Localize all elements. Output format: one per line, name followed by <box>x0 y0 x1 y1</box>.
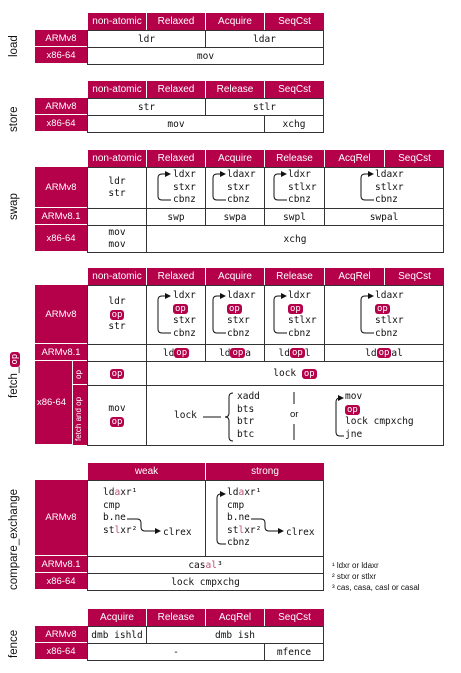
instr: cbnz <box>375 327 398 339</box>
store-armv8-stlr: stlr <box>205 98 324 116</box>
row-armv8: ARMv8 <box>35 480 87 556</box>
header-relaxed: Relaxed <box>146 81 205 98</box>
header-nonatomic: non-atomic <box>87 81 146 98</box>
instr: str <box>108 188 126 199</box>
x86-lock-prefix: lock <box>174 410 197 421</box>
instr: cbnz <box>227 327 250 339</box>
row-armv81: ARMv8.1 <box>35 208 87 225</box>
instr: cbnz <box>227 537 250 548</box>
instr: a <box>238 487 245 498</box>
instr: btc <box>237 428 255 440</box>
instr: ld <box>365 347 377 359</box>
instr: ldaxr <box>375 169 404 181</box>
x86-sublabel-op: op <box>74 370 83 379</box>
section-label-store: store <box>8 106 20 132</box>
header-nonatomic: non-atomic <box>87 150 146 167</box>
instr: ldaxr <box>227 290 256 301</box>
instr: ldr <box>108 175 126 187</box>
instr: l <box>114 524 121 536</box>
row-x86: x86-64 <box>35 643 87 660</box>
loop-arrow <box>361 296 374 333</box>
instr: xr² <box>244 524 262 536</box>
branch-arrow <box>251 519 283 531</box>
instr: a <box>114 487 121 498</box>
header-release: Release <box>264 268 324 285</box>
footnote-3: ³ cas, casa, casl or casal <box>332 583 420 592</box>
header-seqcst: SeqCst <box>264 609 324 626</box>
swap-armv81-swp: swp <box>146 208 206 226</box>
loop-arrow <box>213 174 226 200</box>
instr: bts <box>237 403 255 415</box>
instr: a <box>245 347 252 359</box>
instr: stlxr <box>288 181 317 193</box>
header-acquire: Acquire <box>205 13 264 30</box>
instr: xr¹ <box>244 487 262 498</box>
row-armv8: ARMv8 <box>35 285 87 344</box>
section-label-fence: fence <box>8 629 20 658</box>
op-tag: op <box>111 309 123 320</box>
branch-arrow <box>127 519 160 531</box>
instr: cmp <box>227 499 245 511</box>
instr: xr² <box>120 524 138 536</box>
op-tag: op <box>229 303 240 314</box>
header-relaxed: Relaxed <box>146 150 205 167</box>
op-tag: op <box>303 368 315 379</box>
instr: cbnz <box>288 327 311 339</box>
loop-arrow <box>361 174 374 200</box>
header-acqrel: AcqRel <box>205 609 264 626</box>
loop-arrow <box>158 296 171 333</box>
row-armv8: ARMv8 <box>35 626 87 643</box>
header-seqcst: SeqCst <box>384 268 444 285</box>
instr: lock cmpxchg <box>345 416 414 427</box>
instr: mov <box>108 226 126 238</box>
instr: l <box>304 347 311 359</box>
load-armv8-ldr: ldr <box>87 30 206 48</box>
header-release: Release <box>264 150 324 167</box>
store-x86-xchg: xchg <box>264 115 324 133</box>
instr: cbnz <box>173 327 196 339</box>
instr: lock <box>273 368 297 379</box>
header-relaxed: Relaxed <box>146 13 205 30</box>
header-nonatomic: non-atomic <box>87 13 146 30</box>
loop-arrow <box>158 174 171 200</box>
brace <box>225 393 233 441</box>
section-label-compare-exchange: compare_exchange <box>8 488 20 590</box>
store-x86-mov: mov <box>87 115 265 133</box>
x86-or-label: or <box>290 409 299 420</box>
instr: cas <box>188 559 206 571</box>
instr: cbnz <box>288 194 311 206</box>
instr: ldxr <box>288 169 311 181</box>
instr: stlxr <box>288 315 317 326</box>
op-tag: op <box>347 404 358 415</box>
instr: stxr <box>227 315 250 326</box>
instr: ldr <box>108 296 126 308</box>
swap-x86-xchg: xchg <box>146 225 444 253</box>
instr: ldaxr <box>375 290 404 301</box>
instr: st <box>227 524 239 536</box>
instr: ld <box>227 487 239 498</box>
instr: btr <box>237 416 255 427</box>
row-x86: x86-64 <box>35 47 87 64</box>
loop-arrow <box>336 398 344 436</box>
op-tag: op <box>111 416 123 427</box>
loop-arrow <box>213 296 226 333</box>
op-tag: op <box>111 368 123 379</box>
instr: stxr <box>227 181 250 193</box>
op-tag: op <box>232 348 244 358</box>
row-x86: x86-64 <box>35 225 87 252</box>
instr: b.ne <box>227 512 250 523</box>
instr: b.ne <box>103 512 126 523</box>
swap-armv81-swpa: swpa <box>205 208 265 226</box>
instr: stxr <box>173 315 196 326</box>
instr: mov <box>108 239 126 250</box>
header-nonatomic: non-atomic <box>87 268 146 285</box>
instr: stlxr <box>375 181 404 193</box>
row-armv81: ARMv8.1 <box>35 556 87 573</box>
cmpxchg-strong-clrex: clrex <box>286 527 315 538</box>
cmpxchg-x86-lock-cmpxchg: lock cmpxchg <box>87 573 324 591</box>
cmpxchg-weak-clrex: clrex <box>163 527 192 538</box>
instr: cmp <box>103 499 121 511</box>
fence-armv8-dmb-ish: dmb ish <box>146 626 324 644</box>
instr: ld <box>218 347 231 359</box>
op-tag: op <box>377 303 388 314</box>
footnote-1: ¹ ldxr or ldaxr <box>332 561 379 570</box>
instr: stlxr <box>375 315 404 326</box>
instr: mov <box>108 403 126 414</box>
store-armv8-str: str <box>87 98 206 116</box>
header-acqrel: AcqRel <box>324 268 384 285</box>
header-strong: strong <box>205 463 324 480</box>
instr: l <box>238 524 245 536</box>
instr: ldaxr <box>227 169 256 181</box>
loop-arrow <box>274 174 287 200</box>
header-relaxed: Relaxed <box>146 268 205 285</box>
fence-armv8-dmb-ishld: dmb ishld <box>87 626 147 644</box>
instr: st <box>103 524 115 536</box>
instr: cbnz <box>173 194 196 206</box>
header-acquire: Acquire <box>205 268 264 285</box>
header-acquire: Acquire <box>205 150 264 167</box>
instr: xadd <box>237 391 260 402</box>
op-tag: op <box>176 348 188 358</box>
load-x86-mov: mov <box>87 47 324 65</box>
instr: cbnz <box>375 194 398 206</box>
row-armv8: ARMv8 <box>35 30 87 47</box>
fence-x86-mfence: mfence <box>264 643 324 661</box>
row-armv81: ARMv8.1 <box>35 344 87 361</box>
header-seqcst: SeqCst <box>264 81 324 98</box>
row-x86: x86-64 <box>35 573 87 590</box>
instr: ldxr <box>173 169 196 181</box>
header-acqrel: AcqRel <box>324 150 384 167</box>
header-release: Release <box>146 609 205 626</box>
instr: str <box>108 321 126 333</box>
loop-arrow <box>274 296 287 333</box>
instr: cbnz <box>227 194 250 206</box>
instr: ³ <box>216 559 223 571</box>
row-armv8: ARMv8 <box>35 98 87 115</box>
section-label-swap: swap <box>8 193 20 220</box>
instr: stxr <box>173 181 196 193</box>
row-x86: x86-64 <box>35 115 87 132</box>
instr: ldxr <box>288 290 311 301</box>
instr: mov <box>345 391 363 402</box>
op-tag: op <box>291 348 303 358</box>
instr: jne <box>345 428 363 440</box>
instr: ld <box>278 347 290 359</box>
instr: ld <box>162 347 175 359</box>
header-seqcst: SeqCst <box>384 150 444 167</box>
instr: ldxr <box>173 290 196 301</box>
instr: al <box>391 347 403 359</box>
fence-x86-none: - <box>87 643 265 661</box>
fetch-word: fetch_ <box>8 366 20 398</box>
header-release: Release <box>205 81 264 98</box>
header-acquire: Acquire <box>87 609 146 626</box>
footnote-2: ² stxr or stlxr <box>332 572 376 581</box>
op-tag: op <box>175 303 186 314</box>
op-tag: op <box>290 303 301 314</box>
row-armv8: ARMv8 <box>35 167 87 208</box>
swap-armv81-swpl: swpl <box>264 208 325 226</box>
header-seqcst: SeqCst <box>264 13 324 30</box>
instr: ld <box>103 487 115 498</box>
instr: xr¹ <box>120 487 138 498</box>
load-armv8-ldar: ldar <box>205 30 324 48</box>
swap-armv81-swpal: swpal <box>324 208 444 226</box>
instr: al <box>205 559 217 571</box>
section-label-load: load <box>8 35 20 57</box>
op-tag: op <box>378 348 390 358</box>
x86-sublabel-fetch: fetch and op <box>74 396 83 441</box>
op-tag: op <box>10 353 20 365</box>
row-x86: x86-64 <box>35 361 72 445</box>
loop-arrow <box>217 494 226 544</box>
header-weak: weak <box>87 463 205 480</box>
